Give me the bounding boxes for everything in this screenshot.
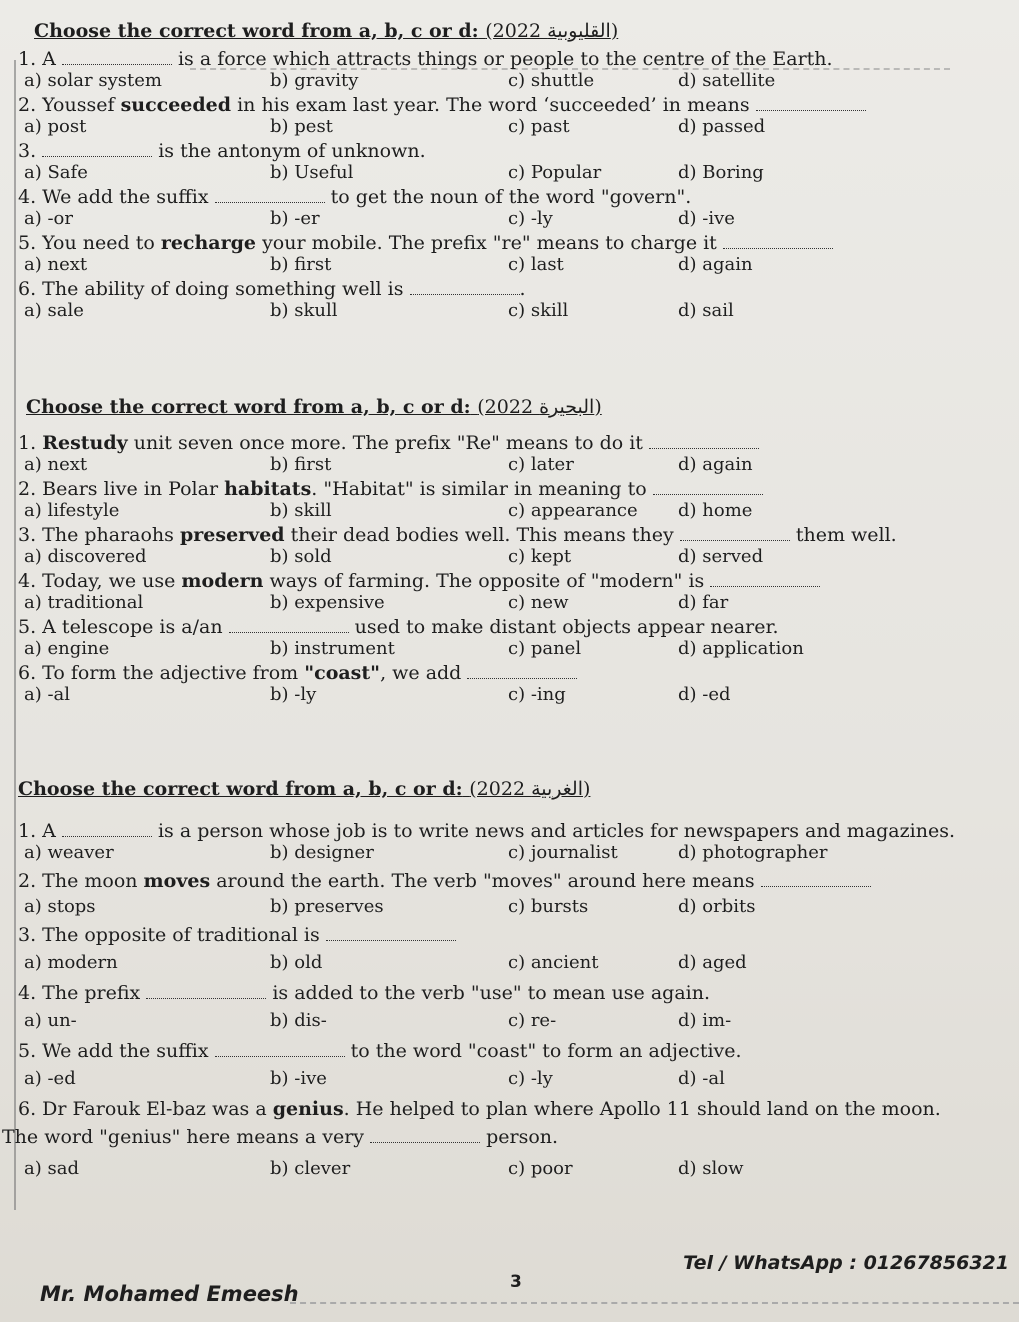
question-5 (18, 616, 1008, 638)
option-a[interactable]: a) sad (24, 1158, 79, 1179)
option-a[interactable]: a) -ed (24, 1068, 76, 1089)
option-a[interactable]: a) stops (24, 896, 96, 917)
answer-blank (215, 1042, 345, 1057)
option-b[interactable]: b) designer (270, 842, 374, 863)
contact-info: Tel / WhatsApp : 01267856321 (683, 1252, 1009, 1274)
question-text: . (519, 278, 526, 300)
option-b[interactable]: b) skill (270, 500, 332, 521)
section-1 (18, 20, 1008, 324)
heading-text: Choose the correct word from a, b, c or d: (26, 396, 471, 418)
question-text: 4. Today, we use (18, 570, 176, 592)
option-c[interactable]: c) -ly (508, 208, 553, 229)
section-heading (34, 20, 1008, 42)
option-b[interactable]: b) first (270, 454, 332, 475)
question-2 (18, 478, 1008, 500)
option-c[interactable]: c) skill (508, 300, 569, 321)
option-b[interactable]: b) pest (270, 116, 333, 137)
option-a[interactable]: a) traditional (24, 592, 144, 613)
option-b[interactable]: b) old (270, 952, 323, 973)
option-c[interactable]: c) poor (508, 1158, 573, 1179)
question-text: 6. The ability of doing something well is (18, 278, 404, 300)
question-6 (18, 278, 1008, 300)
option-d[interactable]: d) -ed (678, 684, 731, 705)
options-row (18, 546, 1008, 570)
option-d[interactable]: d) satellite (678, 70, 776, 91)
option-d[interactable]: d) passed (678, 116, 766, 137)
option-a[interactable]: a) Safe (24, 162, 88, 183)
section-2 (18, 396, 1008, 708)
option-d[interactable]: d) home (678, 500, 753, 521)
question-text: 4. We add the suffix (18, 186, 209, 208)
option-d[interactable]: d) slow (678, 1158, 744, 1179)
key-word: preserved (179, 524, 285, 546)
question-text: around the earth. The verb "moves" around here means (216, 870, 755, 892)
key-word: "coast" (304, 662, 381, 684)
options-row (18, 592, 1008, 616)
options-row (18, 254, 1008, 278)
section-heading (18, 778, 1008, 800)
answer-blank (62, 822, 152, 837)
options-row (18, 896, 1008, 920)
option-b[interactable]: b) sold (270, 546, 332, 567)
question-1 (18, 48, 1008, 70)
answer-blank (146, 984, 266, 999)
footer-dash-line (290, 1302, 1019, 1304)
question-text: to the word "coast" to form an adjective. (350, 1040, 742, 1062)
question-3 (18, 524, 1008, 546)
options-row (18, 1158, 1008, 1182)
option-d[interactable]: d) application (678, 638, 804, 659)
question-4 (18, 982, 1008, 1004)
question-text: their dead bodies well. This means they (290, 524, 674, 546)
options-row (18, 70, 1008, 94)
section-heading (26, 396, 1008, 418)
question-text: is a force which attracts things or people to the centre of the Earth. (177, 48, 833, 70)
option-d[interactable]: d) far (678, 592, 729, 613)
question-4 (18, 186, 1008, 208)
option-d[interactable]: d) -ive (678, 208, 735, 229)
answer-blank (62, 50, 172, 65)
heading-year: (2022 البحيرة) (477, 396, 602, 418)
key-word: Restudy (42, 432, 128, 454)
question-text: 1. (18, 432, 37, 454)
question-text: unit seven once more. The prefix "Re" means to do it (133, 432, 643, 454)
option-a[interactable]: a) next (24, 454, 88, 475)
question-text: , we add (380, 662, 462, 684)
option-b[interactable]: b) skull (270, 300, 338, 321)
question-2 (18, 94, 1008, 116)
option-c[interactable]: c) ancient (508, 952, 599, 973)
question-text: 3. (18, 140, 37, 162)
question-text: 3. The opposite of traditional is (18, 924, 320, 946)
option-b[interactable]: b) clever (270, 1158, 351, 1179)
answer-blank (370, 1128, 480, 1143)
option-c[interactable]: c) later (508, 454, 574, 475)
option-c[interactable]: c) last (508, 254, 564, 275)
option-b[interactable]: b) -ive (270, 1068, 327, 1089)
option-d[interactable]: d) again (678, 254, 753, 275)
key-word: recharge (160, 232, 257, 254)
options-row (18, 1010, 1008, 1034)
option-d[interactable]: d) served (678, 546, 764, 567)
option-d[interactable]: d) sail (678, 300, 734, 321)
question-6 (18, 1098, 1008, 1120)
options-row (18, 1068, 1008, 1092)
options-row (18, 638, 1008, 662)
section-3 (2, 778, 1008, 1182)
question-text: is a person whose job is to write news and articles for newspapers and magazines. (157, 820, 955, 842)
question-text: 1. A (18, 48, 56, 70)
answer-blank (649, 434, 759, 449)
option-a[interactable]: a) lifestyle (24, 500, 120, 521)
option-c[interactable]: c) kept (508, 546, 572, 567)
option-a[interactable]: a) solar system (24, 70, 162, 91)
question-6 (18, 662, 1008, 684)
answer-blank (710, 572, 820, 587)
answer-blank (467, 664, 577, 679)
options-row (18, 842, 1008, 866)
question-text: 2. Youssef (18, 94, 115, 116)
option-a[interactable]: a) -al (24, 684, 71, 705)
answer-blank (326, 926, 456, 941)
question-text: 4. The prefix (18, 982, 141, 1004)
question-text: 6. To form the adjective from (18, 662, 299, 684)
answer-blank (653, 480, 763, 495)
question-text: 5. You need to (18, 232, 155, 254)
heading-text: Choose the correct word from a, b, c or d: (18, 778, 463, 800)
option-c[interactable]: c) past (508, 116, 570, 137)
option-d[interactable]: d) -al (678, 1068, 725, 1089)
question-1 (18, 820, 1008, 842)
answer-blank (723, 234, 833, 249)
option-a[interactable]: a) discovered (24, 546, 147, 567)
answer-blank (761, 872, 871, 887)
heading-year: (2022 القليوبية) (485, 20, 619, 42)
question-5 (18, 232, 1008, 254)
question-text: person. (486, 1126, 559, 1148)
question-text: in his exam last year. The word ‘succeeded’ in means (237, 94, 750, 116)
option-c[interactable]: c) journalist (508, 842, 618, 863)
question-text: 6. Dr Farouk El-baz was a (18, 1098, 267, 1120)
options-row (18, 454, 1008, 478)
question-text: 2. Bears live in Polar (18, 478, 219, 500)
option-a[interactable]: a) next (24, 254, 88, 275)
answer-blank (215, 188, 325, 203)
option-d[interactable]: d) again (678, 454, 753, 475)
question-text: to get the noun of the word "govern". (330, 186, 692, 208)
question-1 (18, 432, 1008, 454)
answer-blank (680, 526, 790, 541)
question-text: The word "genius" here means a very (2, 1126, 365, 1148)
question-5 (18, 1040, 1008, 1062)
question-text: them well. (795, 524, 897, 546)
key-word: habitats (224, 478, 312, 500)
question-text: ways of farming. The opposite of "modern" is (269, 570, 705, 592)
key-word: modern (181, 570, 264, 592)
question-text: . "Habitat" is similar in meaning to (311, 478, 647, 500)
answer-blank (42, 142, 152, 157)
question-3 (18, 924, 1008, 946)
option-b[interactable]: b) instrument (270, 638, 395, 659)
key-word: succeeded (120, 94, 232, 116)
option-c[interactable]: c) -ly (508, 1068, 553, 1089)
option-b[interactable]: b) gravity (270, 70, 359, 91)
option-c[interactable]: c) Popular (508, 162, 602, 183)
question-3 (18, 140, 1008, 162)
margin-line (14, 60, 16, 1210)
question-4 (18, 570, 1008, 592)
heading-year: (2022 الغربية) (469, 778, 591, 800)
options-row (18, 300, 1008, 324)
question-text: . He helped to plan where Apollo 11 should land on the moon. (343, 1098, 941, 1120)
question-text: is the antonym of unknown. (158, 140, 426, 162)
heading-text: Choose the correct word from a, b, c or d: (34, 20, 479, 42)
option-d[interactable]: d) orbits (678, 896, 756, 917)
option-c[interactable]: c) shuttle (508, 70, 595, 91)
key-word: moves (143, 870, 211, 892)
answer-blank (756, 96, 866, 111)
option-c[interactable]: c) new (508, 592, 569, 613)
option-c[interactable]: c) bursts (508, 896, 589, 917)
option-b[interactable]: b) -ly (270, 684, 317, 705)
option-b[interactable]: b) dis- (270, 1010, 327, 1031)
page-number: 3 (510, 1272, 522, 1292)
question-text: 5. We add the suffix (18, 1040, 209, 1062)
page-footer (0, 1248, 1019, 1322)
option-c[interactable]: c) re- (508, 1010, 557, 1031)
options-row (18, 952, 1008, 976)
question-text: 5. A telescope is a/an (18, 616, 223, 638)
option-b[interactable]: b) -er (270, 208, 320, 229)
option-a[interactable]: a) post (24, 116, 87, 137)
option-c[interactable]: c) panel (508, 638, 582, 659)
option-c[interactable]: c) appearance (508, 500, 638, 521)
options-row (18, 116, 1008, 140)
answer-blank (229, 618, 349, 633)
option-a[interactable]: a) modern (24, 952, 118, 973)
question-text: 3. The pharaohs (18, 524, 174, 546)
option-a[interactable]: a) engine (24, 638, 110, 659)
option-a[interactable]: a) un- (24, 1010, 77, 1031)
question-6-line-2 (2, 1126, 1008, 1148)
options-row (18, 208, 1008, 232)
answer-blank (410, 280, 520, 295)
question-2 (18, 870, 1008, 892)
option-d[interactable]: d) photographer (678, 842, 828, 863)
options-row (18, 162, 1008, 186)
option-b[interactable]: b) preserves (270, 896, 384, 917)
question-text: your mobile. The prefix "re" means to charge it (262, 232, 717, 254)
option-d[interactable]: d) Boring (678, 162, 764, 183)
option-b[interactable]: b) expensive (270, 592, 385, 613)
option-a[interactable]: a) -or (24, 208, 73, 229)
key-word: genius (272, 1098, 344, 1120)
option-b[interactable]: b) Useful (270, 162, 354, 183)
question-text: is added to the verb "use" to mean use again. (272, 982, 711, 1004)
options-row (18, 500, 1008, 524)
question-text: used to make distant objects appear nearer. (354, 616, 779, 638)
question-text: 2. The moon (18, 870, 138, 892)
question-text: 1. A (18, 820, 56, 842)
option-a[interactable]: a) weaver (24, 842, 114, 863)
option-c[interactable]: c) -ing (508, 684, 566, 705)
author-name: Mr. Mohamed Emeesh (40, 1282, 299, 1306)
option-a[interactable]: a) sale (24, 300, 84, 321)
options-row (18, 684, 1008, 708)
option-d[interactable]: d) aged (678, 952, 747, 973)
option-b[interactable]: b) first (270, 254, 332, 275)
option-d[interactable]: d) im- (678, 1010, 732, 1031)
